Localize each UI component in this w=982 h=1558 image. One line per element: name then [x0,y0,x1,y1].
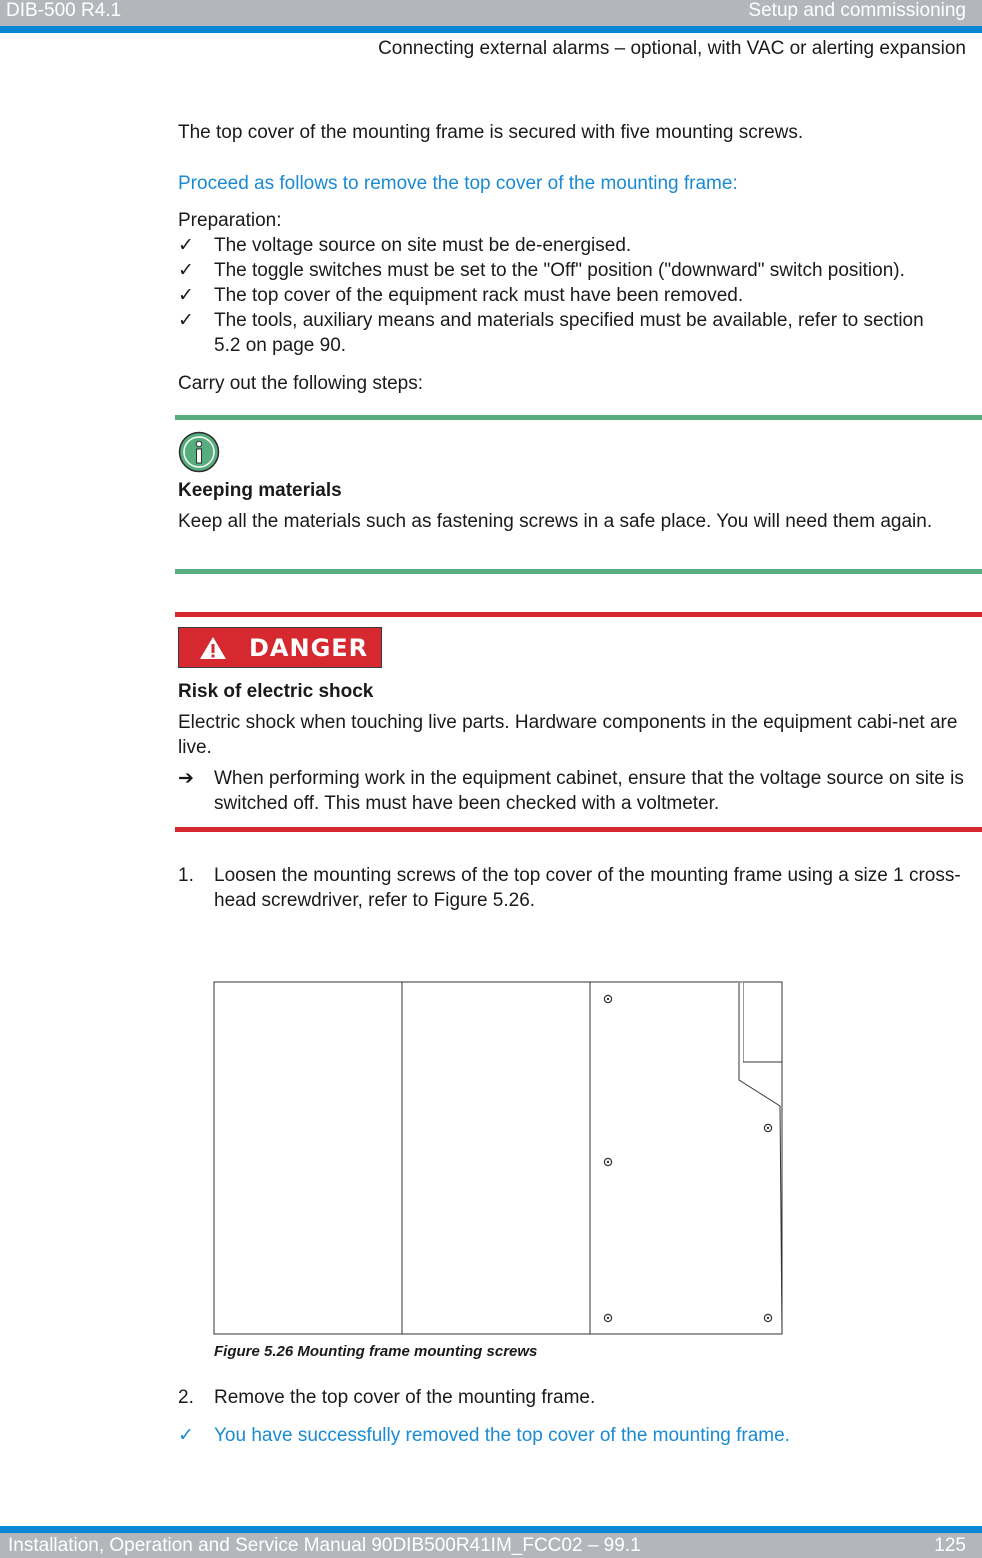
header-chapter: Setup and commissioning [748,0,966,21]
danger-bottom-rule [175,827,982,832]
footer-accent-line [0,1526,982,1533]
preparation-item: ✓ The top cover of the equipment rack must have been removed. [178,285,744,306]
step-number: 2. [178,1387,194,1408]
screw-icon [764,1314,771,1321]
note-bottom-rule [175,569,982,574]
procedure-heading: Proceed as follows to remove the top cover of the mounting frame: [178,173,738,194]
intro-text: The top cover of the mounting frame is secured with five mounting screws. [178,122,804,143]
header-product: DIB-500 R4.1 [6,0,122,21]
danger-badge [178,627,382,668]
preparation-item: ✓ The tools, auxiliary means and materials specified must be available, refer to section 5.2 on page 90. [178,310,924,356]
check-icon: ✓ [178,235,194,256]
screw-icon [604,995,611,1002]
preparation-item: ✓ The toggle switches must be set to the "Off" position ("downward" switch position). [178,260,905,281]
check-icon: ✓ [178,260,194,281]
top-cover-edge [739,983,782,1334]
page-number: 125 [934,1535,966,1556]
steps-intro: Carry out the following steps: [178,373,424,394]
screw-icon [604,1158,611,1165]
footer-manual: Installation, Operation and Service Manual 90DIB500R41IM_FCC02 – 99.1 [8,1535,641,1556]
screw-icon [604,1314,611,1321]
screw-icon [764,1124,771,1131]
note-text: Keep all the materials such as fastening screws in a safe place. You will need them again. [178,511,933,532]
note-title: Keeping materials [178,480,342,501]
frame-cutout [743,982,782,1062]
danger-top-rule [175,612,982,617]
step-item: 1. Loosen the mounting screws of the top cover of the mounting frame using a size 1 cross-head screwdriver, refer to Figure 5.26. [178,865,961,911]
note-top-rule [175,415,982,420]
header-section: Connecting external alarms – optional, with VAC or alerting expansion [378,38,966,59]
frame-outline [214,982,782,1334]
step-number: 1. [178,865,194,886]
preparation-item: ✓ The voltage source on site must be de-energised. [178,235,632,256]
result-item: ✓ You have successfully removed the top cover of the mounting frame. [178,1425,790,1446]
danger-title: Risk of electric shock [178,681,374,702]
danger-label: DANGER [249,634,369,662]
mounting-frame-figure [212,980,784,1336]
arrow-right-icon: ➔ [178,768,194,789]
figure-caption: Figure 5.26 Mounting frame mounting screws [214,1343,538,1360]
check-icon: ✓ [178,1425,194,1446]
mounting-frame-drawing [212,980,784,1336]
check-icon: ✓ [178,310,194,331]
check-icon: ✓ [178,285,194,306]
info-icon [178,431,220,473]
danger-action: ➔ When performing work in the equipment cabinet, ensure that the voltage source on site is switched off. This must have been checked with a voltmeter. [178,768,964,814]
warning-icon [199,636,227,660]
header-accent-line [0,26,982,33]
preparation-label: Preparation: [178,210,282,231]
danger-text: Electric shock when touching live parts. Hardware components in the equipment cabi-net are live. [178,712,958,758]
step-item: 2. Remove the top cover of the mounting frame. [178,1387,596,1408]
